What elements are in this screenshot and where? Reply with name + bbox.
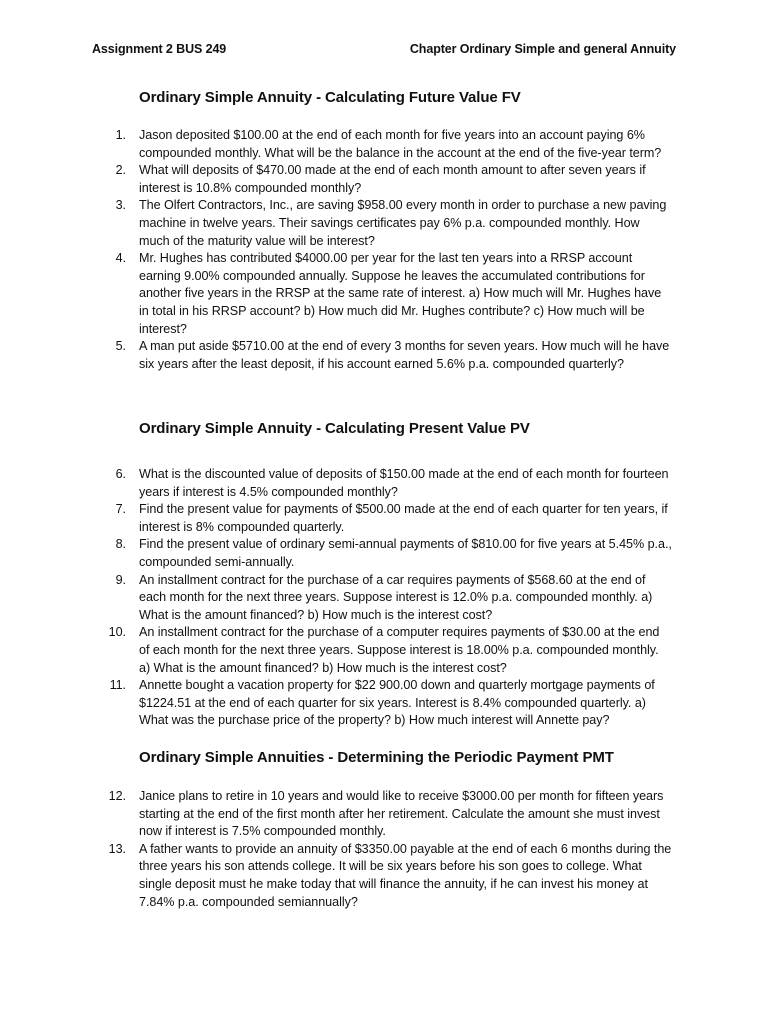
question-item (0, 501, 673, 536)
question-item (0, 536, 673, 571)
question-item (0, 197, 673, 250)
question-item (0, 250, 673, 338)
question-number: 4. (115, 251, 126, 266)
question-item (0, 788, 673, 841)
question-list-present-value (0, 466, 768, 730)
question-number: 6. (115, 467, 126, 481)
header-chapter-label: Chapter Ordinary Simple and general Annuity (409, 42, 676, 56)
question-item (0, 841, 673, 911)
question-number: 10. (108, 625, 126, 640)
question-text: An installment contract for the purchase of a car requires payments of $568.60 at the end of each month for the next three years. Suppose interest is 12.0% p.a. compounded monthly. a) What is the amount financed? b) How much is the interest cost? (139, 572, 653, 622)
question-number: 8. (115, 537, 126, 552)
question-text: Find the present value of ordinary semi-annual payments of $810.00 for five years at 5.45% p.a., compounded semi-annually. (139, 537, 672, 569)
header-course-label: Assignment 2 BUS 249 (92, 42, 227, 56)
question-text: A father wants to provide an annuity of $3350.00 payable at the end of each 6 months during the three years his son attends college. It will be six years before his son goes to college. What single deposit must he make today that will finance the annuity, if he can invest his money at 7.84% p.a. compounded semiannually? (139, 841, 672, 909)
question-list-periodic-payment (0, 788, 768, 911)
question-item (0, 572, 673, 625)
question-text: Jason deposited $100.00 at the end of each month for five years into an account paying 6% compounded monthly. What will be the balance in the account at the end of the five-year term? (139, 128, 662, 160)
question-number: 11. (109, 678, 126, 693)
question-text: An installment contract for the purchase of a computer requires payments of $30.00 at the end of each month for the next three years. Suppose interest is 18.00% p.a. compounded monthly. a) What is the amount financed? b) How much is the interest cost? (139, 625, 660, 675)
question-number: 13. (108, 841, 126, 856)
question-text: A man put aside $5710.00 at the end of every 3 months for seven years. How much will he have six years after the least deposit, if his account earned 5.6% p.a. compounded quarterly? (139, 339, 670, 371)
question-number: 5. (115, 339, 126, 354)
section-title-present-value: Ordinary Simple Annuity - Calculating Present Value PV (139, 420, 530, 437)
question-text: What will deposits of $470.00 made at the end of each month amount to after seven years if interest is 10.8% compounded monthly? (139, 163, 646, 195)
question-number: 2. (115, 163, 126, 178)
question-text: Annette bought a vacation property for $22 900.00 down and quarterly mortgage payments of $1224.51 at the end of each quarter for six years. Interest is 8.4% compounded quarterly. a) What was the purchase price of the property? b) How much interest will Annette pay? (139, 678, 655, 728)
question-list-future-value (0, 127, 768, 373)
section-title-future-value: Ordinary Simple Annuity - Calculating Future Value FV (139, 89, 521, 106)
page-header (92, 42, 676, 56)
question-number: 1. (115, 128, 126, 142)
question-text: What is the discounted value of deposits of $150.00 made at the end of each month for fourteen years if interest is 4.5% compounded monthly? (139, 467, 669, 499)
question-number: 12. (108, 789, 126, 803)
section-title-periodic-payment: Ordinary Simple Annuities - Determining the Periodic Payment PMT (139, 749, 614, 766)
question-item (0, 466, 673, 501)
question-number: 9. (115, 572, 126, 587)
question-item (0, 677, 673, 730)
question-number: 7. (115, 502, 126, 517)
question-text: Mr. Hughes has contributed $4000.00 per year for the last ten years into a RRSP account earning 9.00% compounded annually. Suppose he leaves the accumulated contributions for another five years in the RRSP at the same rate of interest. a) How much will Mr. Hughes have in total in his RRSP account? b) How much did Mr. Hughes contribute? c) How much will be interest? (139, 251, 662, 336)
question-item (0, 624, 673, 677)
question-text: Janice plans to retire in 10 years and would like to receive $3000.00 per month for fifteen years starting at the end of the first month after her retirement. Calculate the amount she must invest now if interest is 7.5% compounded monthly. (139, 789, 664, 839)
question-item (0, 338, 673, 373)
question-text: The Olfert Contractors, Inc., are saving $958.00 every month in order to purchase a new paving machine in twelve years. Their savings certificates pay 6% p.a. compounded monthly. How much of the maturity value will be interest? (139, 198, 667, 248)
question-item (0, 162, 673, 197)
question-number: 3. (115, 198, 126, 213)
question-item (0, 127, 673, 162)
question-text: Find the present value for payments of $500.00 made at the end of each quarter for ten years, if interest is 8% compounded quarterly. (139, 502, 668, 534)
